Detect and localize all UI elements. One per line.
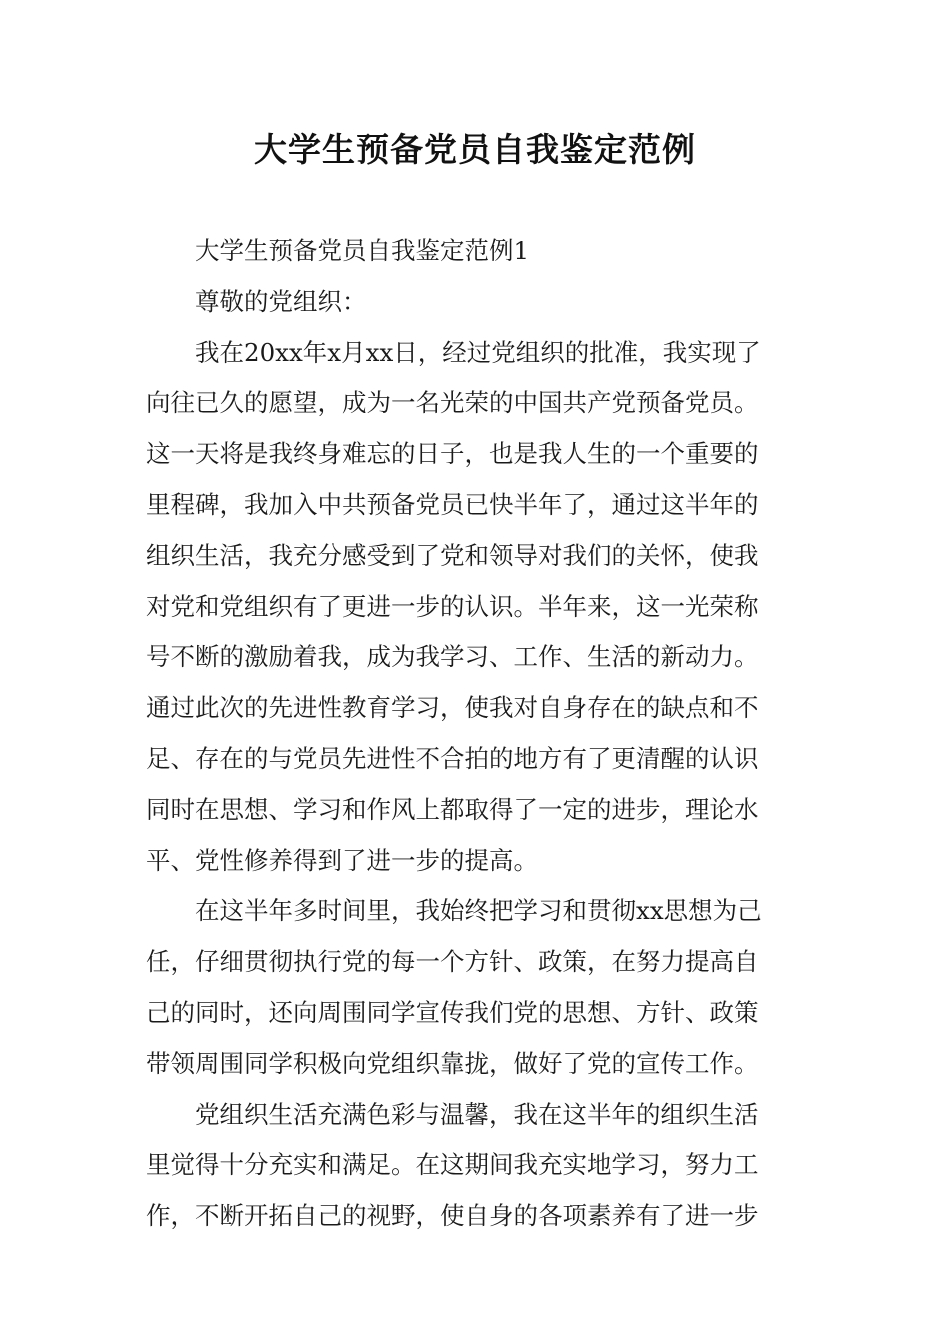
body-paragraph: 在这半年多时间里，我始终把学习和贯彻xx思想为己 任，仔细贯彻执行党的每一个方针、政策，在努力提高自 己的同时，还向周围同学宣传我们党的思想、方针、政策 带领周围同学积极向党组织靠拢，做好了党的宣传工作。 [146, 896, 762, 1078]
document-body [146, 226, 816, 1242]
section-heading: 大学生预备党员自我鉴定范例1 [195, 236, 530, 265]
body-paragraph: 党组织生活充满色彩与温馨，我在这半年的组织生活 里觉得十分充实和满足。在这期间我充实地学习，努力工 作，不断开拓自己的视野，使自身的各项素养有了进一步 [146, 1099, 759, 1231]
document-title: 大学生预备党员自我鉴定范例 [254, 130, 696, 169]
salutation: 尊敬的党组织： [195, 286, 367, 316]
body-paragraph: 我在20xx年x月xx日，经过党组织的批准，我实现了 向往已久的愿望，成为一名光荣的中国共产党预备党员。 这一天将是我终身难忘的日子，也是我人生的一个重要的 里程碑，我加入中共预备党员已快半年了，通过这半年的 组织生活，我充分感受到了党和领导对我们的关怀，使我 对党和党组织有了更进一步的认识。半年来，这一光荣称 号不断的激励着我，成为我学习、工作、生活的新动力。 通过此次的先进性教育学习，使我对自身存在的缺点和不 足、存在的与党员先进性不合拍的地方有了更清醒的认识 同时在思想、学习和作风上都取得了一定的进步，理论水 平、党性修养得到了进一步的提高。 [146, 337, 761, 875]
